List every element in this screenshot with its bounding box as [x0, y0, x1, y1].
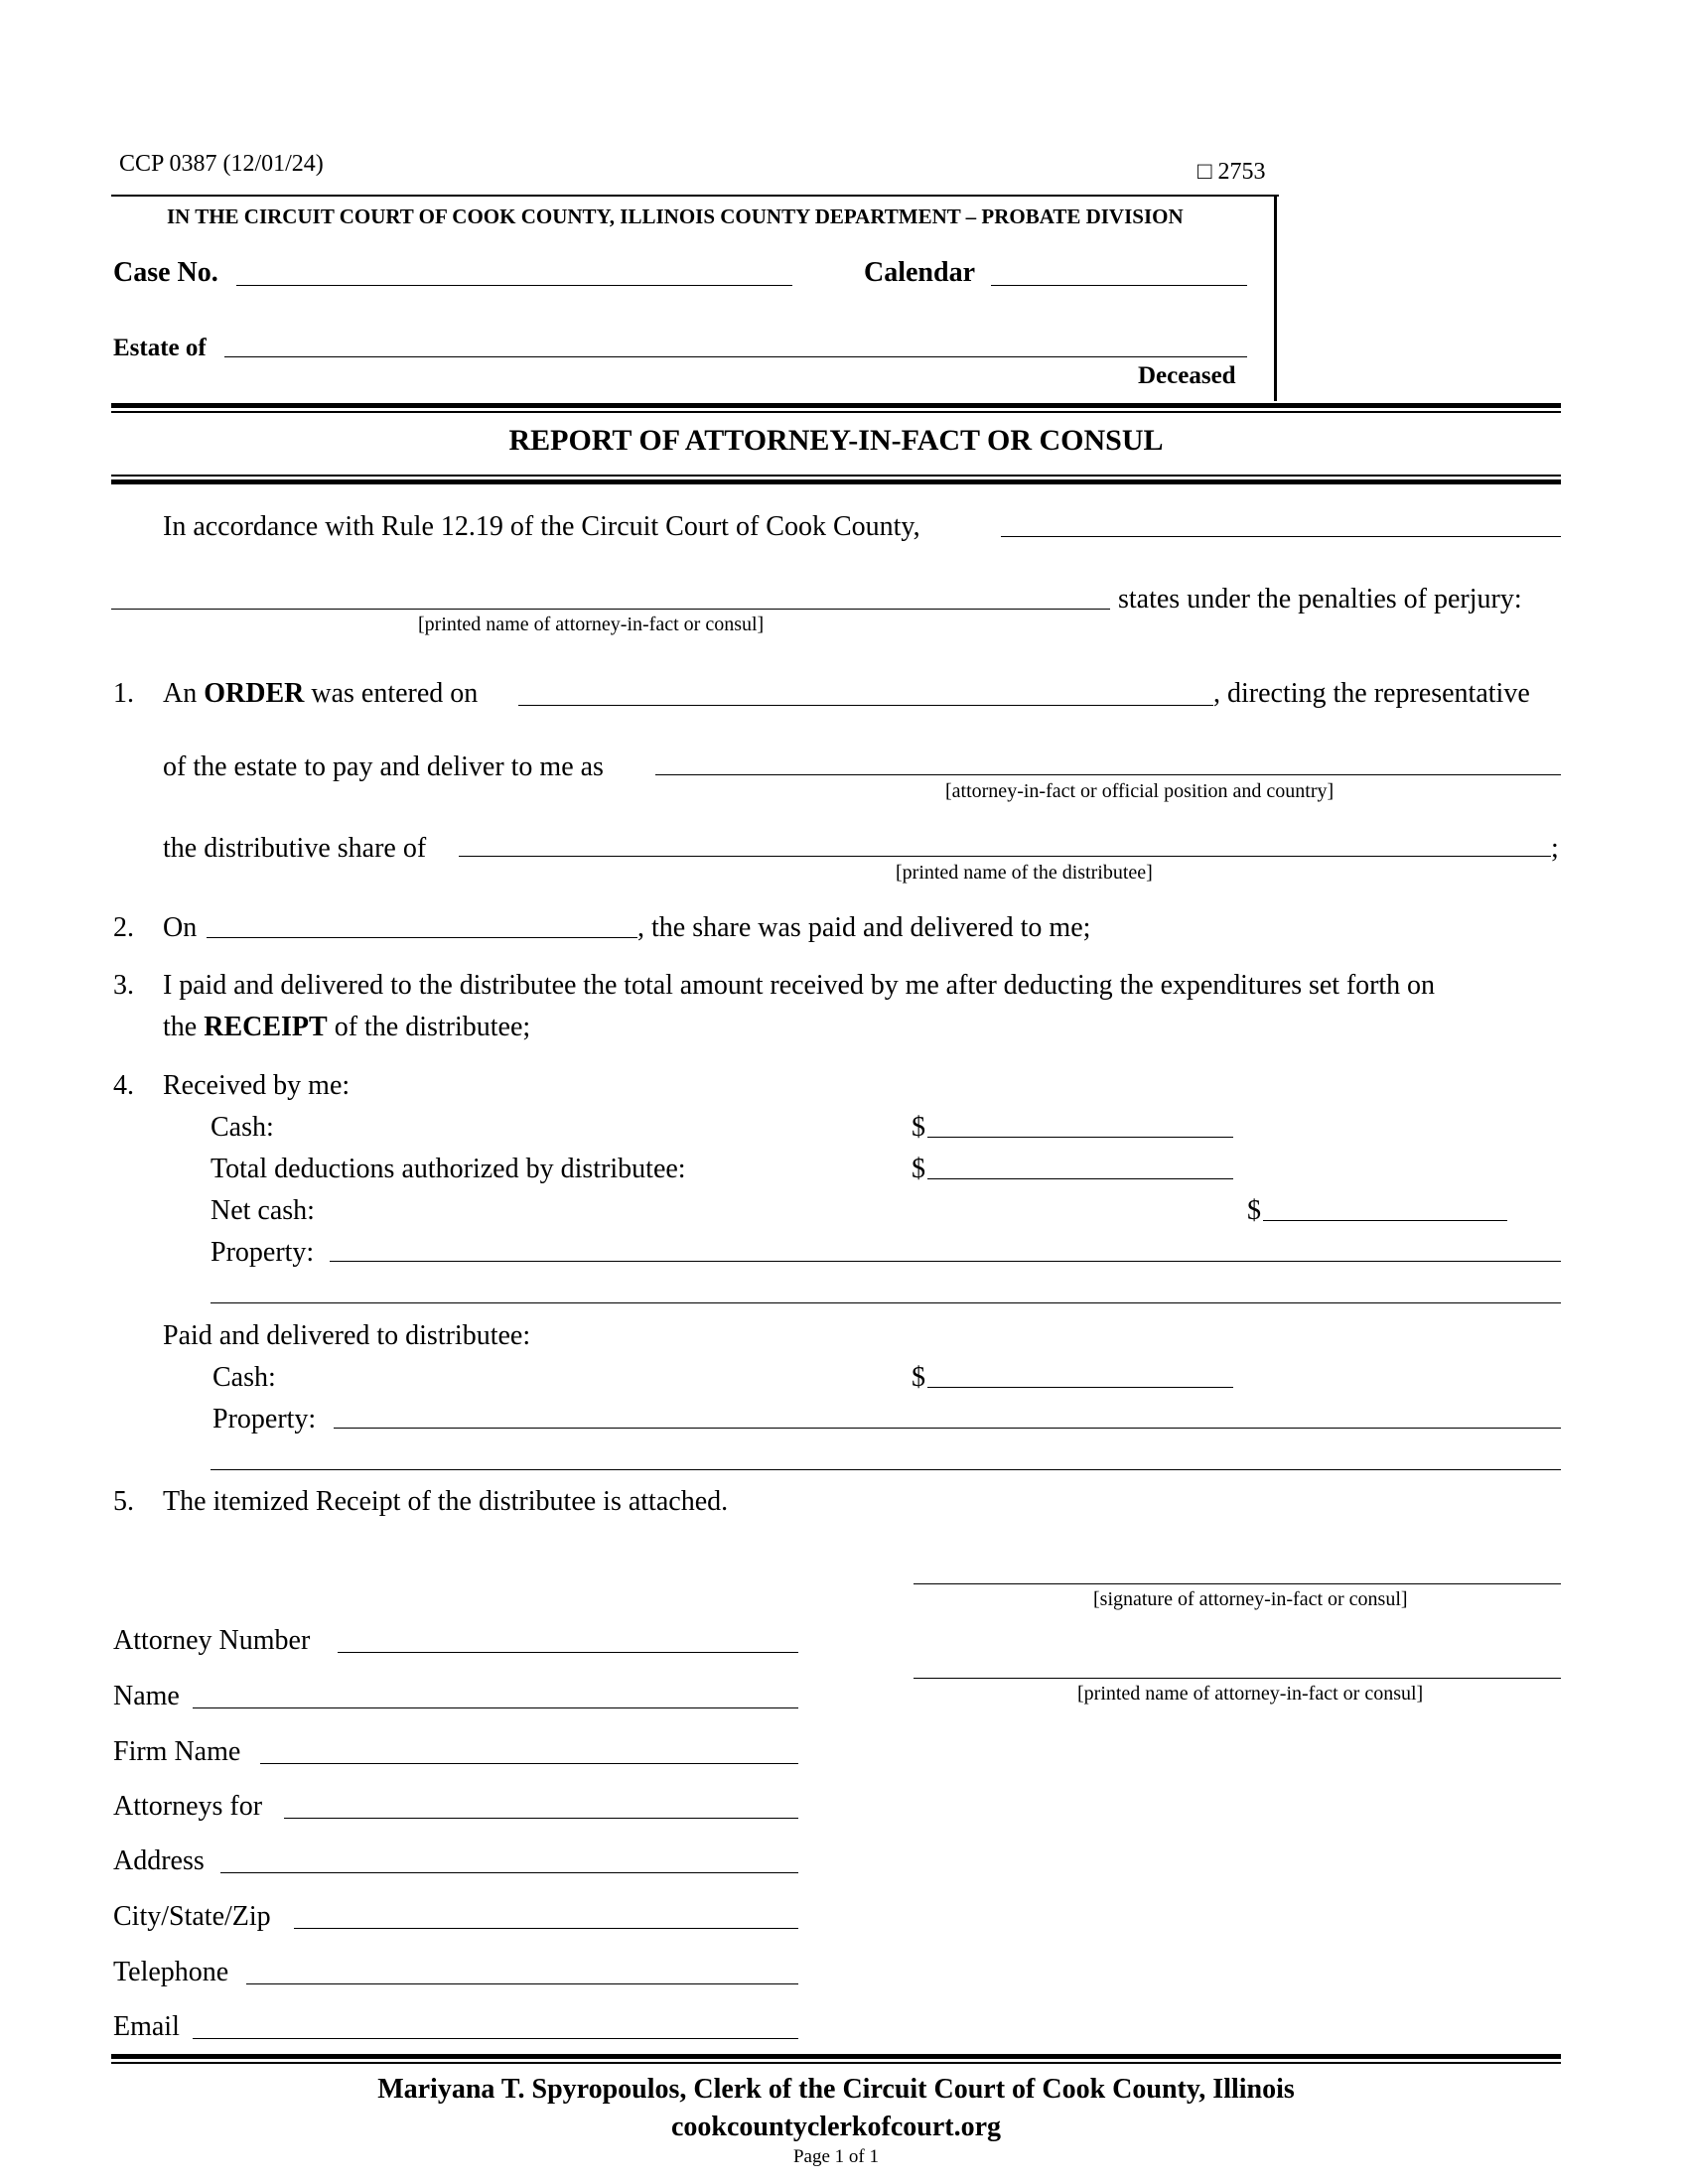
paid-property-field-1[interactable] [334, 1428, 1561, 1429]
header-box-right [1274, 195, 1277, 401]
item-3-number: 3. [113, 970, 134, 1001]
item-3-rest: of the distributee; [334, 1012, 531, 1042]
item-1-order: ORDER [204, 678, 305, 709]
telephone-label: Telephone [113, 1957, 229, 1987]
deductions-dollar: $ [912, 1154, 925, 1184]
intro-text: In accordance with Rule 12.19 of the Circuit Court of Cook County, [163, 511, 920, 542]
net-cash-label: Net cash: [211, 1195, 315, 1226]
attorney-number-field[interactable] [338, 1652, 798, 1653]
net-cash-field[interactable] [1263, 1220, 1507, 1221]
item-3-line-1: I paid and delivered to the distributee the total amount received by me after deducting the expenditures set forth on [163, 970, 1435, 1001]
form-number [1197, 155, 1266, 189]
item-1-text-e: the distributive share of [163, 833, 427, 864]
case-no-field[interactable] [236, 285, 792, 286]
email-label: Email [113, 2011, 180, 2042]
received-cash-field[interactable] [927, 1137, 1233, 1138]
city-state-zip-label: City/State/Zip [113, 1901, 271, 1932]
item-1-text-a [163, 677, 478, 711]
footer-clerk: Mariyana T. Spyropoulos, Clerk of the Circuit Court of Cook County, Illinois [377, 2074, 1295, 2105]
item-4-number: 4. [113, 1070, 134, 1101]
signer-name-field[interactable] [914, 1678, 1561, 1679]
calendar-field[interactable] [991, 285, 1247, 286]
estate-field[interactable] [224, 356, 1247, 357]
received-property-field-2[interactable] [211, 1302, 1561, 1303]
telephone-field[interactable] [246, 1983, 798, 1984]
footer-website[interactable]: cookcountyclerkofcourt.org [670, 2112, 1002, 2142]
order-date-field[interactable] [518, 705, 1213, 706]
received-heading: Received by me: [163, 1070, 351, 1101]
address-label: Address [113, 1845, 205, 1876]
position-caption: [attorney-in-fact or official position and country] [945, 780, 1335, 802]
page-title: REPORT OF ATTORNEY-IN-FACT OR CONSUL [508, 424, 1164, 457]
header-box-top [111, 195, 1279, 197]
form-number-value: 2753 [1217, 159, 1266, 185]
checkbox-icon[interactable]: □ [1197, 159, 1212, 185]
item-2-text: , the share was paid and delivered to me; [637, 912, 1091, 943]
calendar-label: Calendar [864, 257, 975, 288]
signature-field[interactable] [914, 1583, 1561, 1584]
received-property-field-1[interactable] [330, 1261, 1561, 1262]
intro-name-field-2[interactable] [111, 609, 1110, 610]
signer-name-caption: [printed name of attorney-in-fact or consul] [1077, 1683, 1424, 1705]
address-field[interactable] [220, 1872, 798, 1873]
item-5-text: The itemized Receipt of the distributee is attached. [163, 1486, 729, 1517]
signature-caption: [signature of attorney-in-fact or consul] [1093, 1588, 1408, 1610]
distributee-field[interactable] [459, 856, 1551, 857]
received-property-label: Property: [211, 1237, 315, 1268]
paid-property-field-2[interactable] [211, 1469, 1561, 1470]
form-code: CCP 0387 (12/01/24) [119, 151, 324, 177]
item-1-semicolon: ; [1551, 833, 1559, 864]
firm-name-field[interactable] [260, 1763, 798, 1764]
court-heading: IN THE CIRCUIT COURT OF COOK COUNTY, ILLINOIS COUNTY DEPARTMENT – PROBATE DIVISION [167, 205, 1184, 228]
intro-name-field-1[interactable] [1001, 536, 1561, 537]
case-no-label: Case No. [113, 257, 218, 288]
deductions-field[interactable] [927, 1178, 1233, 1179]
item-2-on: On [163, 912, 198, 943]
title-rule-bottom-thin [111, 475, 1561, 477]
item-1-number: 1. [113, 678, 134, 709]
item-5-number: 5. [113, 1486, 134, 1517]
attorney-name-label: Name [113, 1681, 180, 1711]
item-1-text-d: of the estate to pay and deliver to me as [163, 751, 604, 782]
footer-rule-thick [111, 2054, 1561, 2059]
title-rule-bottom-thick [111, 479, 1561, 484]
perjury-text: states under the penalties of perjury: [1118, 584, 1522, 614]
attorney-name-field[interactable] [193, 1707, 798, 1708]
item-3-line-2 [163, 1011, 530, 1044]
email-field[interactable] [193, 2038, 798, 2039]
paid-cash-field[interactable] [927, 1387, 1233, 1388]
attorneys-for-label: Attorneys for [113, 1791, 263, 1822]
deductions-label: Total deductions authorized by distributee: [211, 1154, 686, 1184]
item-1-an: An [163, 678, 198, 709]
intro-caption: [printed name of attorney-in-fact or consul] [418, 614, 765, 635]
distributee-caption: [printed name of the distributee] [896, 862, 1153, 884]
item-1-text-c: , directing the representative [1213, 678, 1530, 709]
footer-rule-thin [111, 2062, 1561, 2064]
estate-label: Estate of [113, 335, 207, 361]
item-1-entered-on: was entered on [311, 678, 479, 709]
item-3-receipt: RECEIPT [204, 1012, 328, 1042]
paid-cash-label: Cash: [212, 1362, 276, 1393]
firm-name-label: Firm Name [113, 1736, 241, 1767]
deceased-label: Deceased [1138, 362, 1236, 389]
paid-cash-dollar: $ [912, 1362, 925, 1393]
attorneys-for-field[interactable] [284, 1818, 798, 1819]
received-cash-label: Cash: [211, 1112, 274, 1143]
title-rule-top-thick [111, 403, 1561, 408]
item-2-number: 2. [113, 912, 134, 943]
net-cash-dollar: $ [1247, 1195, 1261, 1226]
city-state-zip-field[interactable] [294, 1928, 798, 1929]
position-field[interactable] [655, 774, 1561, 775]
attorney-number-label: Attorney Number [113, 1625, 311, 1656]
item-3-the: the [163, 1012, 198, 1042]
paid-date-field[interactable] [207, 937, 637, 938]
received-cash-dollar: $ [912, 1112, 925, 1143]
footer-page-number: Page 1 of 1 [792, 2146, 879, 2167]
paid-heading: Paid and delivered to distributee: [163, 1320, 531, 1351]
title-rule-top-thin [111, 411, 1561, 413]
paid-property-label: Property: [212, 1404, 317, 1434]
